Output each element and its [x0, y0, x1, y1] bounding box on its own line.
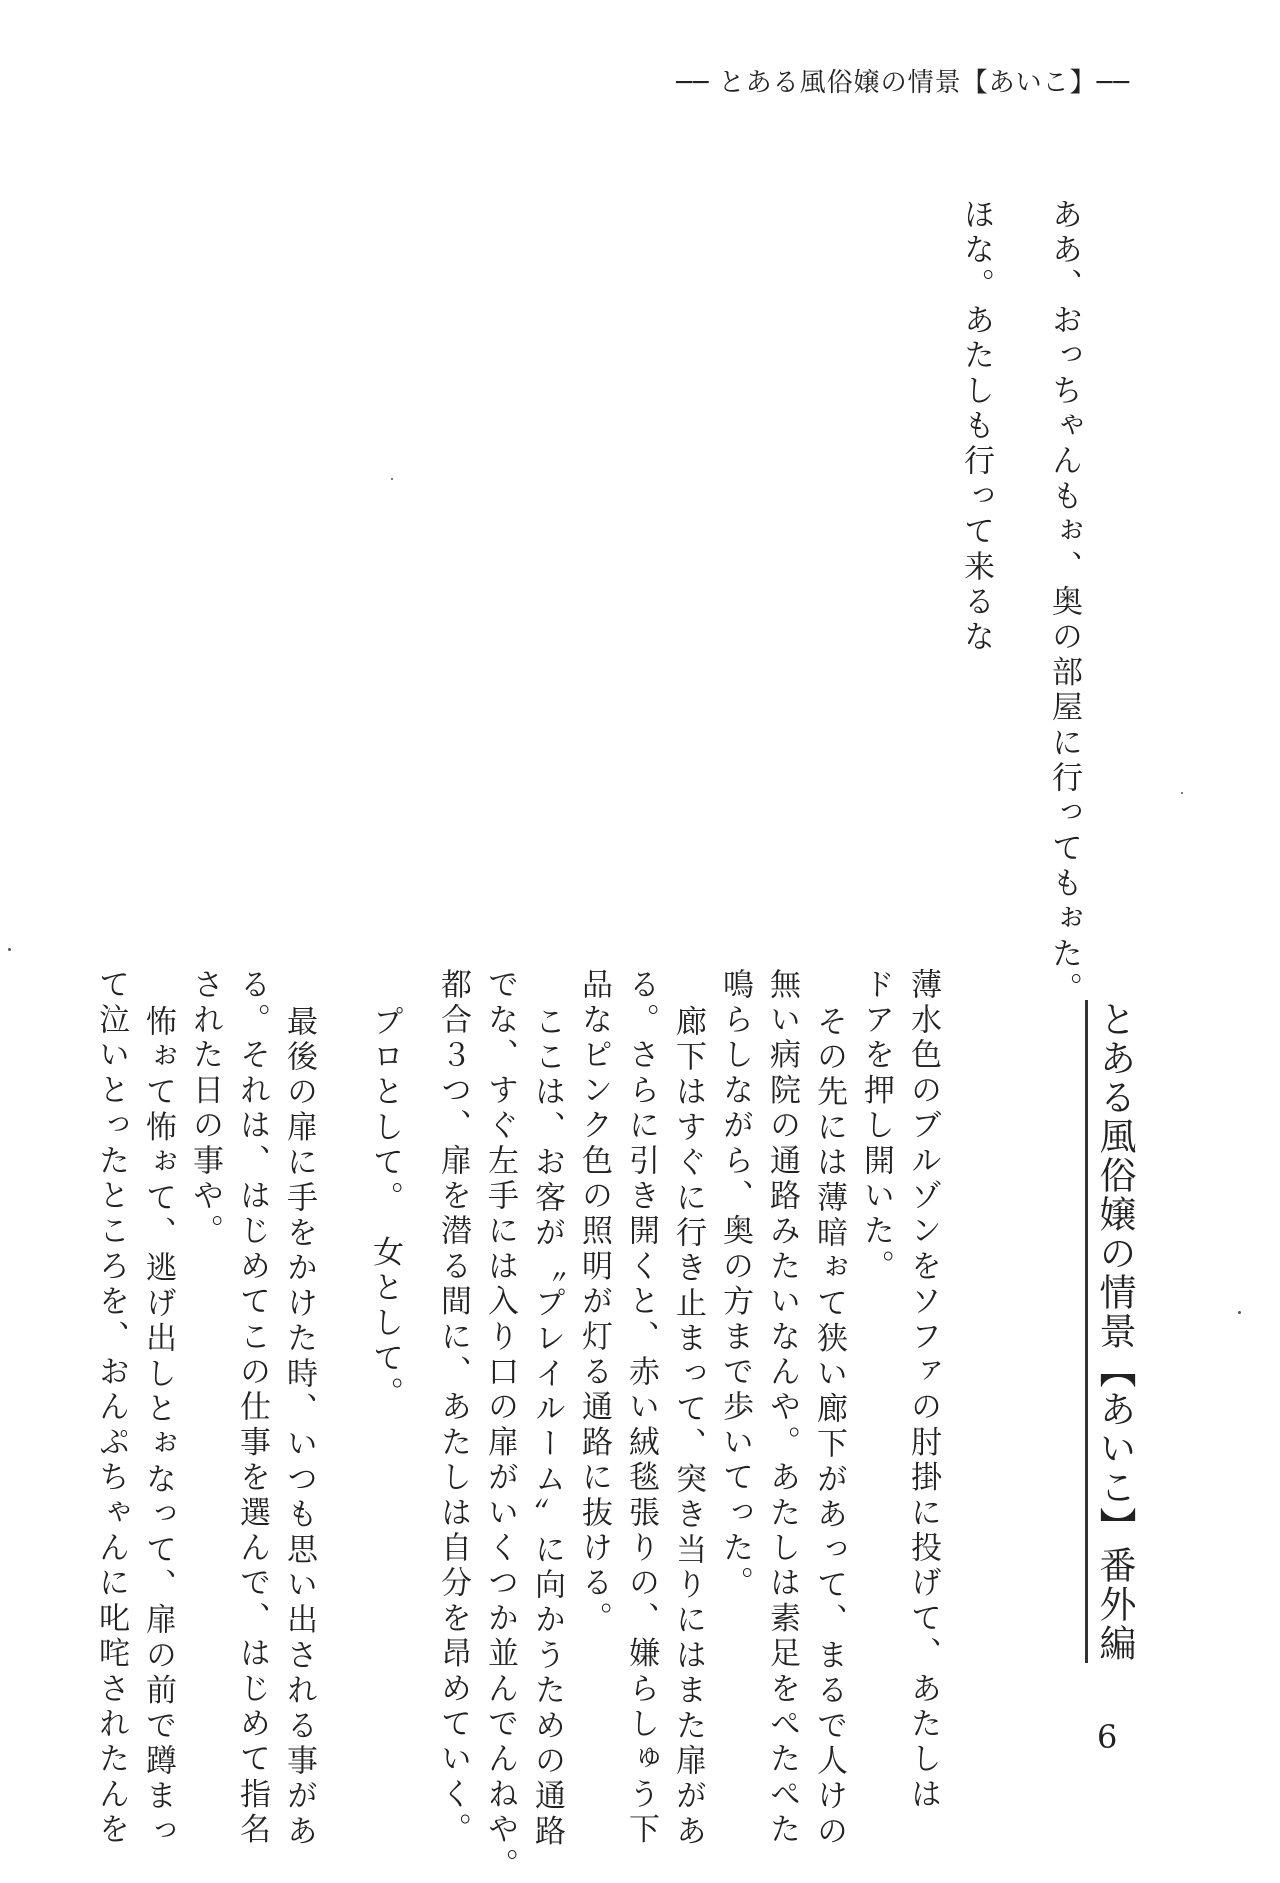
story-title: とある風俗嬢の情景【あいこ】番外編: [1085, 1000, 1133, 1663]
text-line: でな、すぐ左手には入り口の扉がいくつか並んでんねや。: [482, 968, 518, 1883]
text-line: プロとして。 女として。: [367, 1005, 403, 1412]
text-line: 最後の扉に手をかけた時、いつも思い出される事があ: [281, 1005, 317, 1850]
text-line: る。さらに引き開くと、赤い絨毯張りの、嫌らしゅう下: [623, 968, 659, 1848]
text-line: 無い病院の通路みたいなんや。あたしは素足をぺたぺた: [764, 968, 800, 1848]
text-line: 都合３つ、扉を潜る間に、あたしは自分を昂めていく。: [435, 968, 471, 1848]
scan-speck: [391, 478, 393, 480]
text-line: ああ、おっちゃんもぉ、奥の部屋に行ってもぉた。: [1046, 198, 1082, 1008]
text-line: 品なピンク色の照明が灯る通路に抜ける。: [576, 968, 612, 1637]
text-line: る。それは、はじめてこの仕事を選んで、はじめて指名: [234, 968, 270, 1848]
text-line: された日の事や。: [187, 968, 223, 1250]
text-line: 廊下はすぐに行き止まって、突き当りにはまた扉があ: [670, 1005, 706, 1850]
scan-speck: [8, 948, 11, 951]
text-line: て泣いとったところを、おんぷちゃんに叱咤されたんを: [93, 968, 129, 1848]
text-line: 薄水色のブルゾンをソファの肘掛に投げて、あたしは: [905, 968, 941, 1813]
scan-speck: [1238, 1311, 1241, 1314]
text-line: 怖ぉて怖ぉて、逃げ出しとぉなって、扉の前で蹲まっ: [140, 1005, 176, 1850]
scan-speck: [1181, 792, 1183, 794]
text-line: ドアを押し開いた。: [858, 968, 894, 1285]
text-line: 鳴らしながら、奥の方まで歩いてった。: [717, 968, 753, 1602]
page-number: 6: [1097, 1718, 1118, 1756]
text-line: ほな。あたしも行って来るな: [958, 198, 994, 656]
text-line: その先には薄暗ぉて狭い廊下があって、まるで人けの: [811, 1005, 847, 1850]
text-line: ここは、お客が〝プレイルーム〟に向かうための通路: [529, 1005, 565, 1850]
running-header: ── とある風俗嬢の情景【あいこ】──: [676, 68, 1130, 98]
